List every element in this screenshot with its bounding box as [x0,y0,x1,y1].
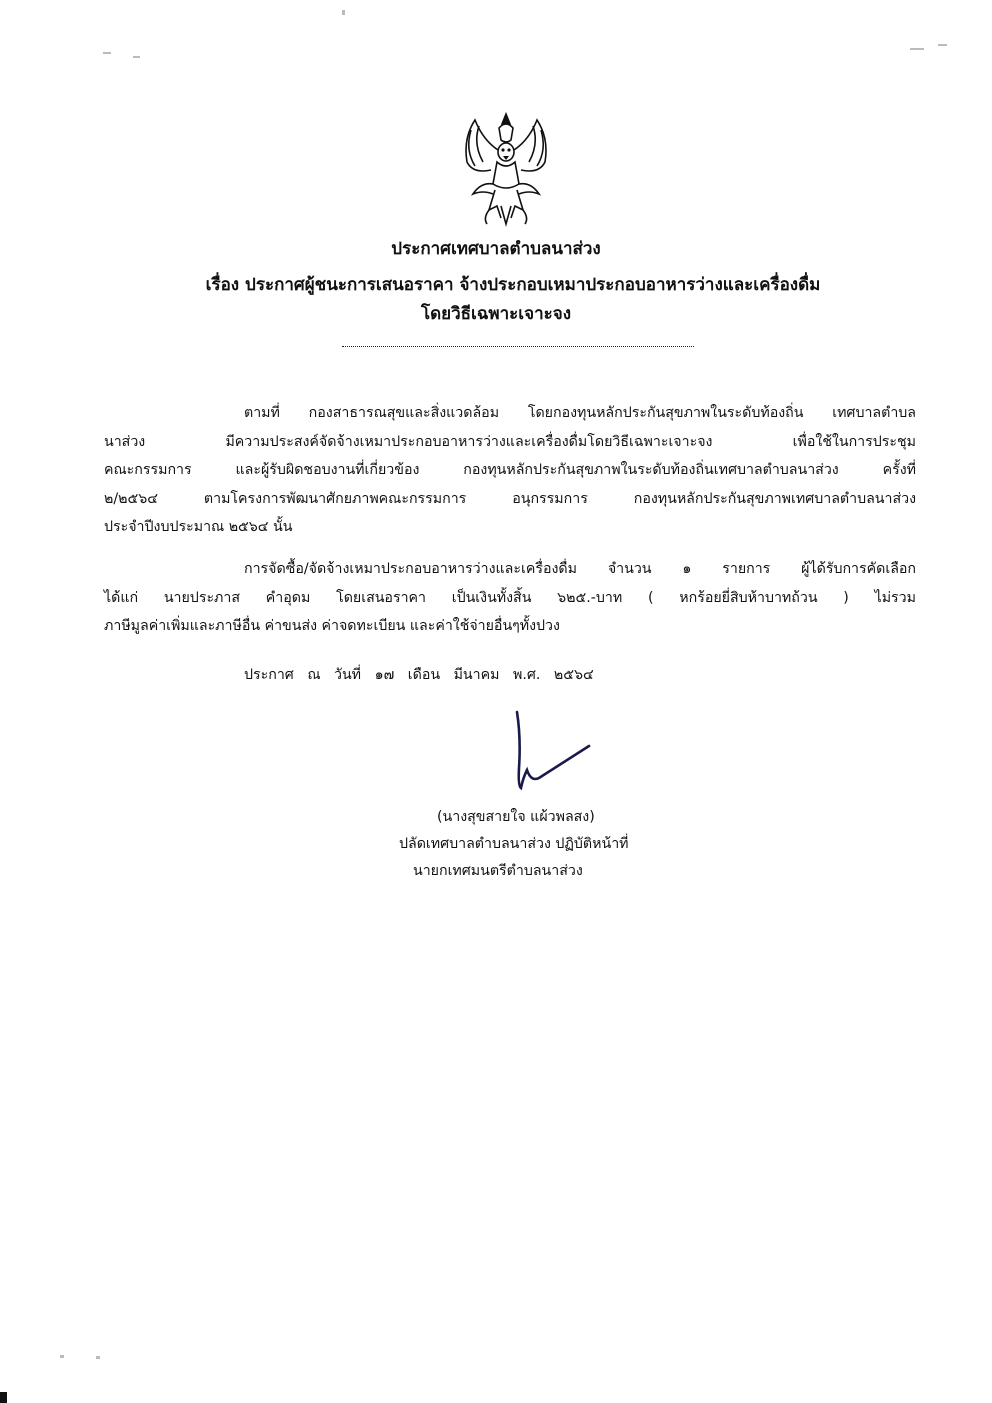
paragraph-line: ภาษีมูลค่าเพิ่มและภาษีอื่น ค่าขนส่ง ค่าจดทะเบียน และค่าใช้จ่ายอื่นๆทั้งปวง [104,618,560,635]
paragraph-line: ได้แก่ นายประภาส คำอุดม โดยเสนอราคา เป็นเงินทั้งสิ้น ๖๒๕.-บาท ( หกร้อยยี่สิบห้าบาทถ้วน ) ไม่รวม [104,589,916,606]
scan-edge-mark [0,1392,7,1403]
scan-speck [938,44,947,46]
paragraph-result [104,555,916,641]
paragraph-line: นาส่วง มีความประสงค์จัดจ้างเหมาประกอบอาหารว่างและเครื่องดื่มโดยวิธีเฉพาะเจาะจง เพื่อใช้ในการประชุม [104,433,916,450]
dotted-separator [342,346,694,347]
paragraph-background [104,399,916,542]
paragraph-line: ๒/๒๕๖๔ ตามโครงการพัฒนาศักยภาพคณะกรรมการ อนุกรรมการ กองทุนหลักประกันสุขภาพเทศบาลตำบลนาส่วง [104,490,916,507]
paragraph-line: คณะกรรมการ และผู้รับผิดชอบงานที่เกี่ยวข้อง กองทุนหลักประกันสุขภาพในระดับท้องถิ่นเทศบาลตำบลนาส่วง ครั้งที่ [104,462,916,479]
date-announce: ประกาศ [244,667,294,683]
paragraph-line: การจัดซื้อ/จัดจ้างเหมาประกอบอาหารว่างและเครื่องดื่ม จำนวน ๑ รายการ ผู้ได้รับการคัดเลือก [244,561,916,577]
garuda-emblem-icon [453,110,559,228]
signer-title: นายกเทศมนตรีตำบลนาส่วง [413,863,583,879]
signer-position: ปลัดเทศบาลตำบลนาส่วง ปฏิบัติหน้าที่ [399,836,629,852]
date-day: ๑๗ [374,667,395,683]
date-month-label: เดือน [407,667,441,683]
date-month: มีนาคม [453,667,500,683]
scan-speck [96,1356,100,1359]
announcement-date [244,662,724,688]
date-year: ๒๕๖๔ [553,667,594,683]
scan-speck [910,48,924,50]
signer-name: (นางสุขสายใจ แผ้วพลสง) [437,809,595,825]
date-year-label: พ.ศ. [512,667,541,683]
handwritten-signature [505,708,595,796]
scan-speck [60,1355,64,1358]
announcement-title: ประกาศเทศบาลตำบลนาส่วง [391,239,601,259]
announcement-method: โดยวิธีเฉพาะเจาะจง [420,304,572,324]
scan-speck [103,52,111,54]
paragraph-line: ประจำปีงบประมาณ ๒๕๖๔ นั้น [104,519,293,536]
date-at: ณ [307,667,321,683]
scan-speck [342,10,345,15]
announcement-subject: เรื่อง ประกาศผู้ชนะการเสนอราคา จ้างประกอบเหมาประกอบอาหารว่างและเครื่องดื่ม [205,275,821,295]
scan-speck [133,56,140,58]
paragraph-line: ตามที่ กองสาธารณสุขและสิ่งแวดล้อม โดยกองทุนหลักประกันสุขภาพในระดับท้องถิ่น เทศบาลตำบล [244,405,916,421]
date-day-label: วันที่ [334,667,362,683]
